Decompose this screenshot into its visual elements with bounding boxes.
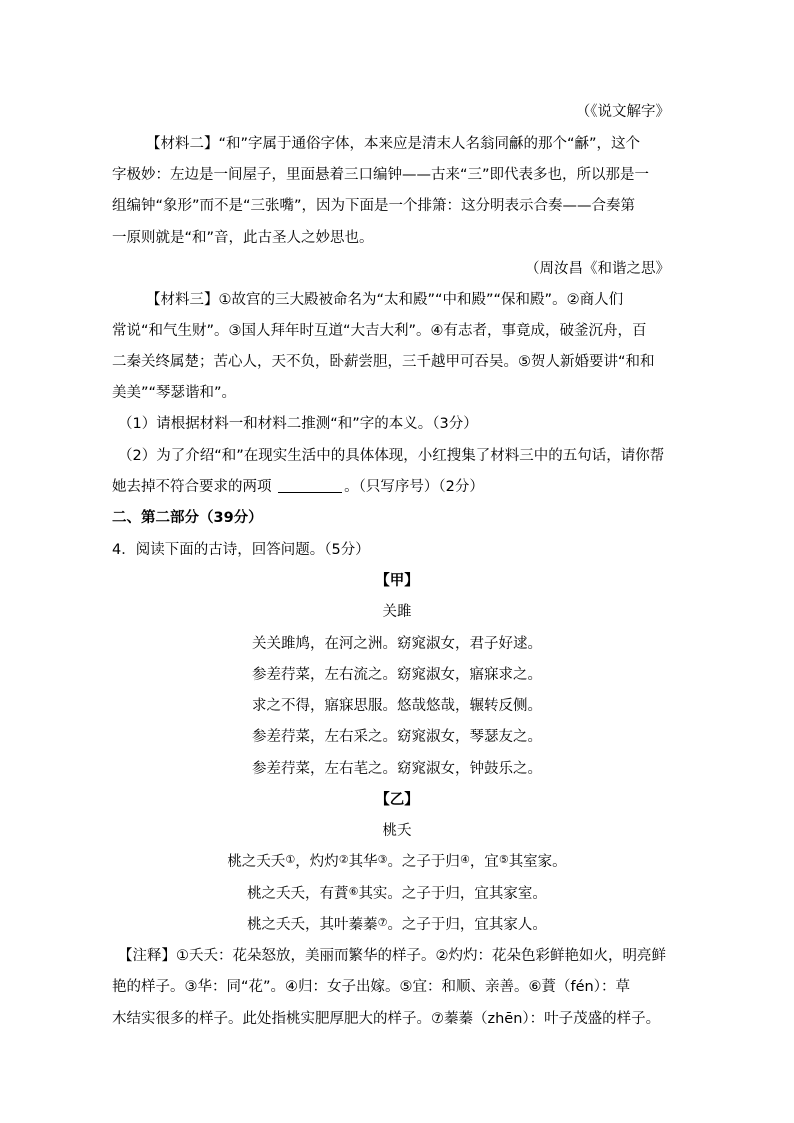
- poem1-tag: 【甲】: [375, 573, 419, 589]
- notes-line3: 木结实很多的样子。此处指桃实肥厚肥大的样子。⑦蓁蓁（zhēn）：叶子茂盛的样子。: [112, 1011, 661, 1027]
- material2-line1: 【材料二】“和”字属于通俗字体，本来应是清末人名翁同龢的那个“龢”，这个: [146, 136, 641, 152]
- note-marker: ④: [459, 853, 470, 866]
- question-2-text: 她去掉不符合要求的两项: [112, 479, 272, 495]
- text-segment: 。之子于归: [387, 854, 460, 870]
- material3-line2: 常说“和气生财”。③国人拜年时互道“大吉大利”。④有志者，事竟成，破釜沉舟，百: [112, 323, 647, 339]
- material2-line2: 字极妙：左边是一间屋子，里面悬着三口编钟——古来“三”即代表多也，所以那是一: [112, 167, 650, 183]
- poem2-title: 桃夭: [382, 823, 412, 839]
- poem1-line: 参差荇菜，左右采之。窈窕淑女，琴瑟友之。: [252, 729, 542, 745]
- question-2-line1: （2）为了介绍“和”在现实生活中的具体体现，小红搜集了材料三中的五句话，请你帮: [118, 448, 665, 464]
- text-segment: ，灼灼: [295, 854, 339, 870]
- question-2-line2: [112, 477, 484, 497]
- poem2-line: [0, 915, 794, 936]
- answer-blank[interactable]: [278, 478, 342, 493]
- poem1-line: 参差荇菜，左右流之。窈窕淑女，寤寐求之。: [252, 667, 542, 683]
- text-segment: 桃之夭夭: [227, 854, 286, 870]
- material3-line4: 美美”“琴瑟谐和”。: [112, 385, 237, 401]
- note-marker: ⑦: [377, 916, 388, 929]
- note-marker: ⑤: [498, 853, 509, 866]
- material1-source: （《说文解字》: [575, 104, 670, 120]
- material2-line3: 组编钟“象形”而不是“三张嘴”，因为下面是一个排箫：这分明表示合奏——合奏第: [112, 198, 636, 214]
- poem2-line: [0, 884, 794, 905]
- poem1-title: 关雎: [382, 604, 412, 620]
- notes-line2: 艳的样子。③华：同“花”。④归：女子出嫁。⑤宜：和顺、亲善。⑥蕡（fén）：草: [112, 979, 630, 995]
- poem1-line: 参差荇菜，左右芼之。窈窕淑女，钟鼓乐之。: [252, 761, 542, 777]
- text-segment: 。之子于归，宜其家人。: [387, 917, 547, 933]
- material2-line4: 一原则就是“和”音，此古圣人之妙思也。: [112, 230, 374, 246]
- section-2-heading: 二、第二部分（39分）: [112, 510, 263, 526]
- text-segment: 其实。之子于归，宜其家室。: [358, 886, 547, 902]
- question-4: 4．阅读下面的古诗，回答问题。（5分）: [112, 542, 370, 558]
- notes-line1: 【注释】①夭夭：花朵怒放，美丽而繁华的样子。②灼灼：花朵色彩鲜艳如火，明亮鲜: [118, 948, 666, 964]
- text-segment: 桃之夭夭，有蕡: [247, 886, 349, 902]
- material3-line1: 【材料三】①故宫的三大殿被命名为“太和殿”“中和殿”“保和殿”。②商人们: [146, 292, 624, 308]
- poem1-line: 关关雎鸠，在河之洲。窈窕淑女，君子好逑。: [252, 636, 542, 652]
- note-marker: ②: [338, 853, 349, 866]
- question-2-suffix: 。（只写序号）（2分）: [344, 479, 484, 495]
- poem2-line: [0, 852, 794, 873]
- poem1-line: 求之不得，寤寐思服。悠哉悠哉，辗转反侧。: [252, 698, 542, 714]
- text-segment: 桃之夭夭，其叶蓁蓁: [247, 917, 378, 933]
- text-segment: ，宜: [469, 854, 499, 870]
- note-marker: ①: [285, 853, 296, 866]
- note-marker: ⑥: [348, 885, 359, 898]
- poem2-tag: 【乙】: [375, 792, 419, 808]
- note-marker: ③: [377, 853, 388, 866]
- material3-line3: 二秦关终属楚；苦心人，天不负，卧薪尝胆，三千越甲可吞吴。⑤贺人新婚要讲“和和: [112, 354, 655, 370]
- text-segment: 其华: [348, 854, 378, 870]
- material2-source: （周汝昌《和谐之思》: [525, 261, 670, 277]
- question-1: （1）请根据材料一和材料二推测“和”字的本义。（3分）: [118, 416, 478, 432]
- text-segment: 其室家。: [508, 854, 567, 870]
